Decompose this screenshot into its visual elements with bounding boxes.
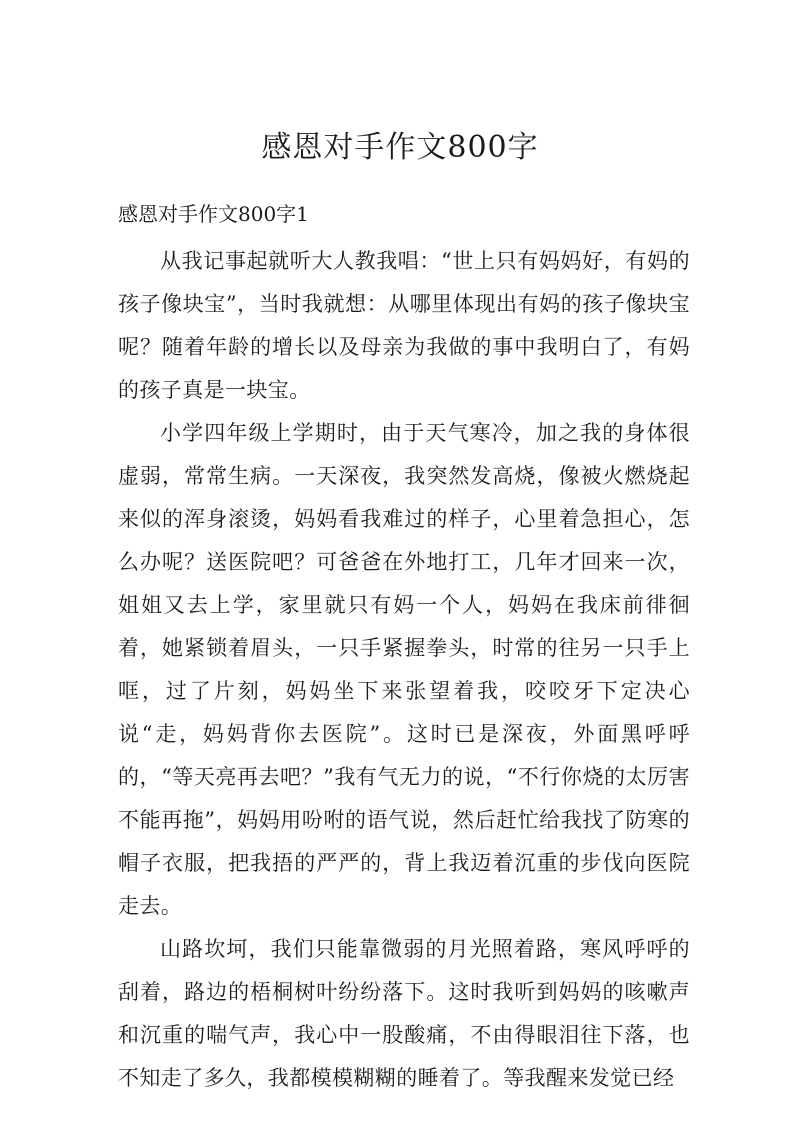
paragraph: 山路坎坷，我们只能靠微弱的月光照着路，寒风呼呼的刮着，路边的梧桐树叶纷纷落下。这时我听到妈妈的咳嗽声和沉重的喘气声，我心中一股酸痛，不由得眼泪往下落，也不知走了多久，我都模模糊糊的睡着了。等我醒来发觉已经 [118, 937, 690, 1090]
section-heading: 感恩对手作文800字1 [118, 202, 309, 226]
document-body [118, 240, 690, 1100]
document-title: 感恩对手作文800字 [261, 130, 539, 165]
paragraph: 从我记事起就听大人教我唱：“世上只有妈妈好，有妈的孩子像块宝”，当时我就想：从哪里体现出有妈的孩子像块宝呢？随着年龄的增长以及母亲为我做的事中我明白了，有妈的孩子真是一块宝。 [118, 249, 690, 402]
paragraph: 小学四年级上学期时，由于天气寒冷，加之我的身体很虚弱，常常生病。一天深夜，我突然发高烧，像被火燃烧起来似的浑身滚烫，妈妈看我难过的样子，心里着急担心，怎么办呢？送医院吧？可爸爸在外地打工，几年才回来一次，姐姐又去上学，家里就只有妈一个人，妈妈在我床前徘徊着，她紧锁着眉头，一只手紧握拳头，时常的往另一只手上哐，过了片刻，妈妈坐下来张望着我，咬咬牙下定决心说“走，妈妈背你去医院”。这时已是深夜，外面黑呼呼的，“等天亮再去吧？”我有气无力的说，“不行你烧的太厉害不能再拖”，妈妈用吩咐的语气说，然后赶忙给我找了防寒的帽子衣服，把我捂的严严的，背上我迈着沉重的步伐向医院走去。 [118, 421, 690, 918]
